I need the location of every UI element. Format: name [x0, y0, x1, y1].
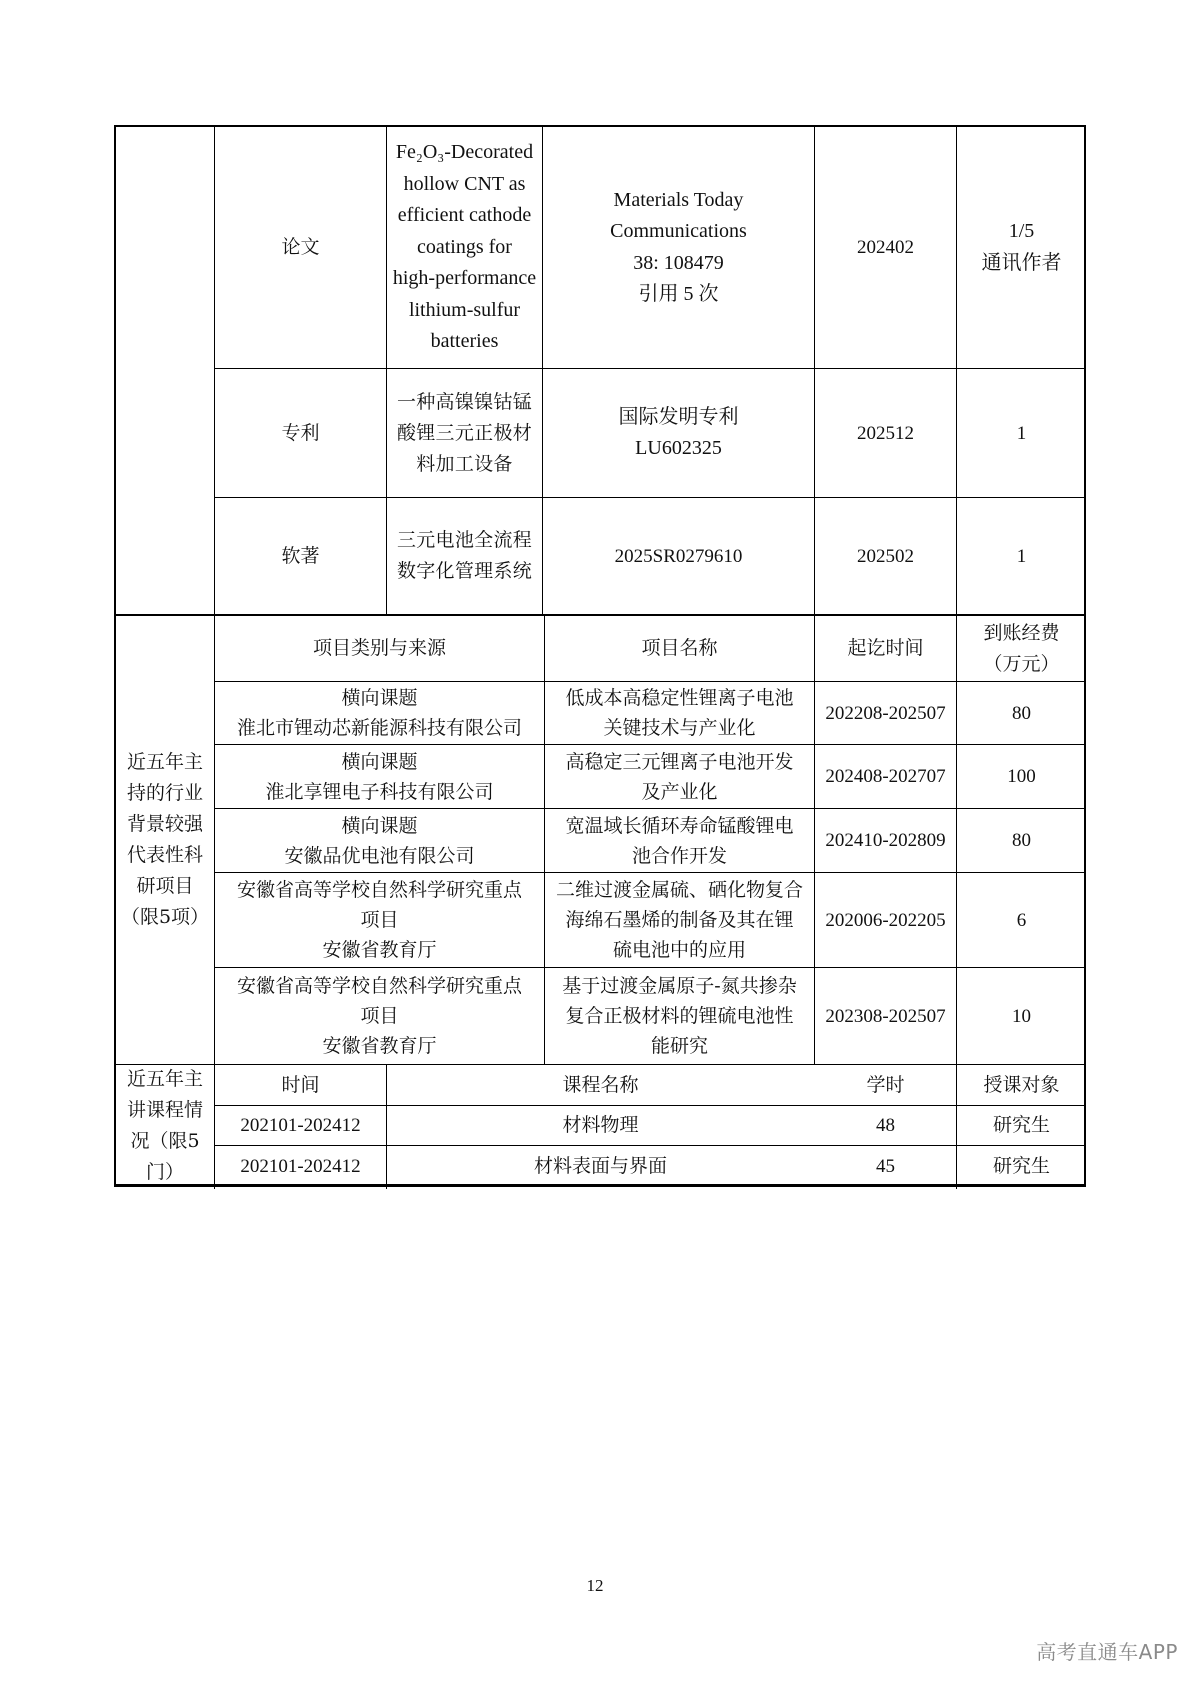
project-period: 202308-202507	[825, 1005, 946, 1027]
project-period: 202410-202809	[825, 830, 946, 851]
course-time: 202101-202412	[240, 1115, 361, 1136]
achievement-source: Materials Today Communications 38: 108479 引用 5 次	[610, 188, 747, 305]
achievement-date: 202512	[857, 422, 914, 444]
project-period: 202006-202205	[825, 909, 946, 931]
courses-header-audience: 授课对象	[983, 1073, 1060, 1096]
course-name: 材料表面与界面	[533, 1154, 667, 1177]
achievement-type: 论文	[281, 236, 320, 258]
projects-header-name: 项目名称	[641, 637, 718, 659]
project-name: 宽温域长循环寿命锰酸锂电 池合作开发	[565, 814, 794, 867]
achievement-title: 三元电池全流程 数字化管理系统	[396, 529, 533, 582]
achievement-date: 202402	[857, 237, 914, 258]
project-name: 低成本高稳定性锂离子电池 关键技术与产业化	[565, 687, 794, 739]
courses-section-label: 近五年主 讲课程情 况（限5 门）	[126, 1067, 203, 1183]
project-period: 202208-202507	[825, 702, 946, 724]
achievement-source: 2025SR0279610	[614, 545, 743, 567]
projects-section-label: 近五年主 持的行业 背景较强 代表性科 研项目 （限5项）	[120, 751, 210, 928]
project-category: 横向课题 淮北市锂动芯新能源科技有限公司	[236, 687, 522, 739]
achievement-rank: 1/5 通讯作者	[981, 220, 1062, 274]
project-period: 202408-202707	[825, 766, 946, 787]
achievement-rank: 1	[1016, 422, 1027, 444]
projects-header-funding: 到账经费 （万元）	[983, 621, 1060, 675]
courses-header-time: 时间	[281, 1073, 320, 1096]
course-name: 材料物理	[562, 1114, 639, 1136]
project-funding: 100	[1007, 766, 1036, 787]
page-number: 12	[586, 1576, 604, 1595]
achievement-source: 国际发明专利 LU602325	[618, 405, 739, 459]
project-funding: 10	[1012, 1005, 1031, 1027]
course-hours: 45	[876, 1155, 895, 1177]
projects-header-category: 项目类别与来源	[312, 637, 446, 659]
project-name: 二维过渡金属硫、硒化物复合 海绵石墨烯的制备及其在锂 硫电池中的应用	[555, 879, 803, 961]
courses-header-name: 课程名称	[562, 1073, 639, 1096]
achievement-title: 一种高镍镍钴锰 酸锂三元正极材 料加工设备	[396, 390, 533, 475]
project-category: 安徽省高等学校自然科学研究重点 项目 安徽省教育厅	[236, 975, 522, 1057]
projects-header-period: 起讫时间	[847, 637, 924, 659]
project-name: 高稳定三元锂离子电池开发 及产业化	[565, 750, 794, 803]
achievement-date: 202502	[857, 545, 914, 567]
course-audience: 研究生	[992, 1154, 1050, 1177]
form-table	[114, 125, 1086, 1187]
achievement-title: Fe₂O₃-Decorated hollow CNT as efficient cathode coatings for high-performance lithium-sulfur batteries	[392, 141, 537, 353]
project-funding: 80	[1012, 702, 1031, 724]
course-hours: 48	[876, 1115, 895, 1136]
achievement-type: 专利	[281, 421, 320, 444]
project-funding: 6	[1016, 909, 1027, 931]
project-name: 基于过渡金属原子-氮共掺杂 复合正极材料的锂硫电池性 能研究	[562, 975, 797, 1057]
app-watermark: 高考直通车APP	[1036, 1640, 1178, 1664]
achievement-type: 软著	[281, 544, 320, 567]
achievement-rank: 1	[1016, 545, 1027, 567]
courses-header-hours: 学时	[866, 1073, 905, 1096]
project-category: 横向课题 淮北享锂电子科技有限公司	[265, 750, 494, 803]
project-category: 横向课题 安徽品优电池有限公司	[284, 814, 475, 867]
project-category: 安徽省高等学校自然科学研究重点 项目 安徽省教育厅	[236, 879, 522, 961]
course-audience: 研究生	[992, 1114, 1050, 1136]
project-funding: 80	[1012, 830, 1031, 851]
course-time: 202101-202412	[240, 1155, 361, 1177]
